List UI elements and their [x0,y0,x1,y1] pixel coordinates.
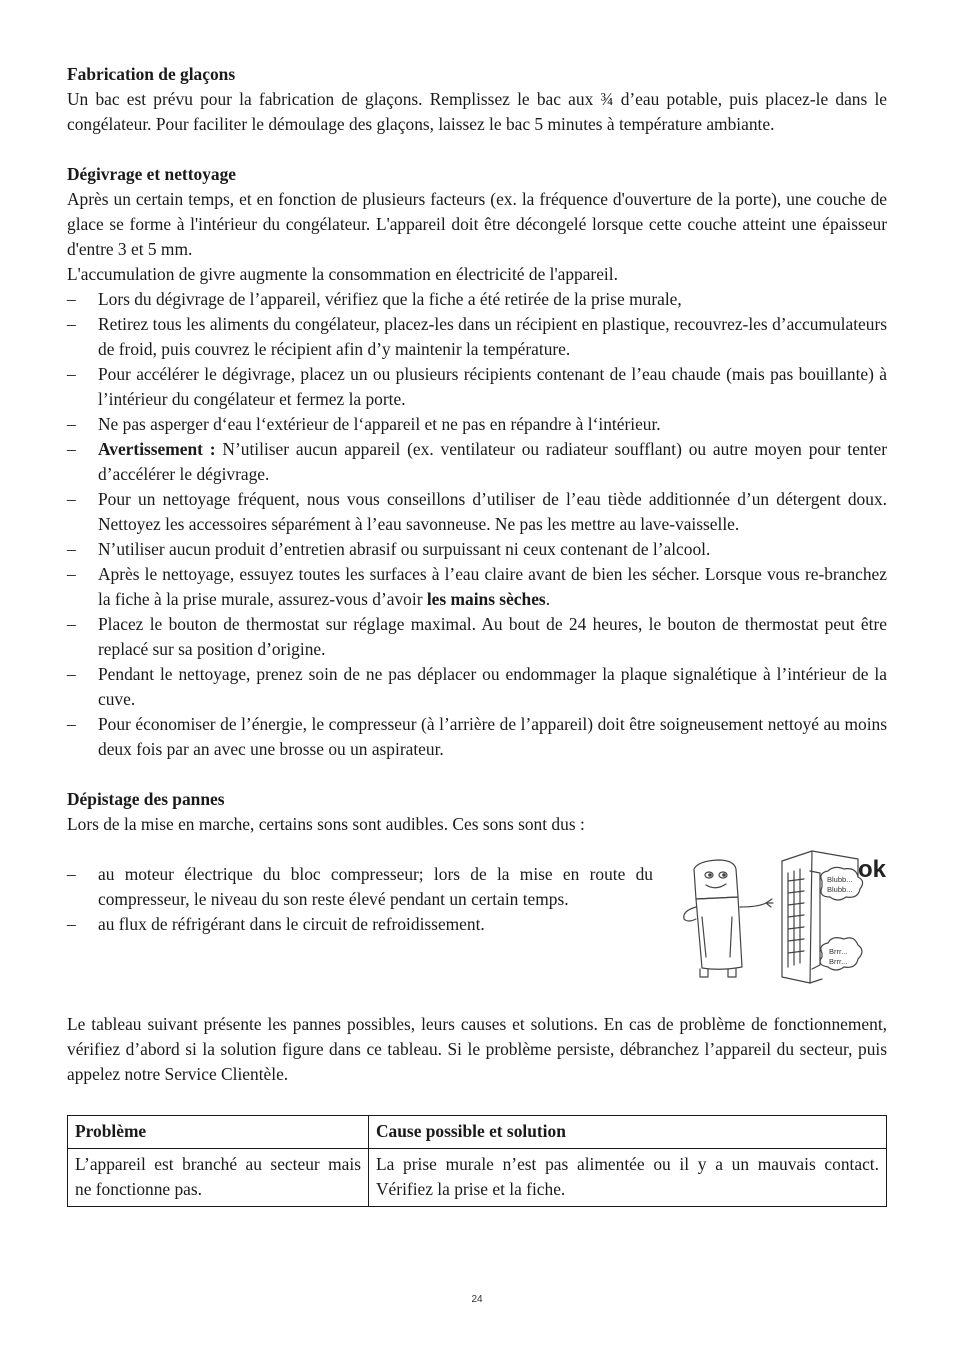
list-item: – N’utiliser aucun produit d’entretien abrasif ou surpuissant ni ceux contenant de l’alcool. [67,537,887,562]
list-item: – Pour accélérer le dégivrage, placez un ou plusieurs récipients contenant de l’eau chaude (mais pas bouillante) à l’intérieur du congélateur et fermez la porte. [67,362,887,412]
section-ice [67,62,887,137]
noise-list [67,862,653,937]
page-number: 24 [471,1294,483,1305]
list-item-warning [67,437,887,487]
section-title-defrost: Dégivrage et nettoyage [67,164,237,184]
section-defrost [67,162,887,762]
bubble-text: Blubb... [827,875,853,884]
ok-label: ok [858,856,887,883]
dry-text-bold: les mains sèches [426,589,546,609]
page-content [67,62,887,1207]
table-header-cell: Cause possible et solution [369,1116,887,1149]
section-troubleshoot [67,787,887,1087]
troubleshooting-table [67,1115,887,1207]
list-item: – Ne pas asperger d‘eau l‘extérieur de l‘appareil et ne pas en répandre à l‘intérieur. [67,412,887,437]
dry-text-before: Après le nettoyage, essuyez toutes les surfaces à l’eau claire avant de bien les sécher. Lorsque vous re-branchez la fiche à la prise murale, assurez-vous d’avoir [98,564,887,609]
fridge-cartoon-illustration [672,847,888,987]
table-cell: La prise murale n’est pas alimentée ou il y a un mauvais contact. Vérifiez la prise et la fiche. [369,1149,887,1207]
list-item: – Pour un nettoyage fréquent, nous vous conseillons d’utiliser de l’eau tiède additionnée d’un détergent doux. Nettoyez les accessoires séparément à l’eau savonneuse. Ne pas les mettre au lave-vaisselle. [67,487,887,537]
list-item: – Placez le bouton de thermostat sur réglage maximal. Au bout de 24 heures, le bouton de thermostat peut être replacé sur sa position d’origine. [67,612,887,662]
bubble-text: Brrr... [829,957,848,966]
list-item-dry-hands [67,562,887,612]
table-row [68,1149,887,1207]
ice-paragraph: Un bac est prévu pour la fabrication de glaçons. Remplissez le bac aux ¾ d’eau potable, puis placez-le dans le congélateur. Pour faciliter le démoulage des glaçons, laissez le bac 5 minutes à température ambiante. [67,89,887,134]
dry-text-after: . [545,589,551,609]
fridge-character-icon [684,860,773,977]
section-title-troubleshoot: Dépistage des pannes [67,789,225,809]
defrost-paragraph-1: Après un certain temps, et en fonction de plusieurs facteurs (ex. la fréquence d'ouverture de la porte), une couche de glace se forme à l'intérieur du congélateur. L'appareil doit être décongelé lorsque cette couche atteint une épaisseur d'entre 3 et 5 mm. [67,189,887,259]
warning-label: Avertissement : [98,439,216,459]
list-item: – Pendant le nettoyage, prenez soin de ne pas déplacer ou endommager la plaque signalétique à l’intérieur de la cuve. [67,662,887,712]
noise-block [67,856,887,1012]
troubleshoot-paragraph: Lors de la mise en marche, certains sons sont audibles. Ces sons sont dus : [67,814,585,834]
bubble-text: Brrr... [829,947,848,956]
section-title-ice: Fabrication de glaçons [67,64,236,84]
list-item: – au flux de réfrigérant dans le circuit de refroidissement. [67,912,653,937]
bubble-text: Blubb... [827,885,853,894]
table-header-cell: Problème [68,1116,369,1149]
defrost-list [67,287,887,762]
list-item: – au moteur électrique du bloc compresseur; lors de la mise en route du compresseur, le niveau du son reste élevé pendant un certain temps. [67,862,653,912]
defrost-paragraph-2: L'accumulation de givre augmente la consommation en électricité de l'appareil. [67,264,618,284]
list-item: – Lors du dégivrage de l’appareil, vérifiez que la fiche a été retirée de la prise murale, [67,287,887,312]
list-item: – Retirez tous les aliments du congélateur, placez-les dans un récipient en plastique, recouvrez-les d’accumulateurs de froid, puis couvrez le récipient afin d’y maintenir la température. [67,312,887,362]
list-item: – Pour économiser de l’énergie, le compresseur (à l’arrière de l’appareil) doit être soigneusement nettoyé au moins deux fois par an avec une brosse ou un aspirateur. [67,712,887,762]
table-cell: L’appareil est branché au secteur mais ne fonctionne pas. [68,1149,369,1207]
table-header-row [68,1116,887,1149]
table-intro-paragraph: Le tableau suivant présente les pannes possibles, leurs causes et solutions. En cas de problème de fonctionnement, vérifiez d’abord si la solution figure dans ce tableau. Si le problème persiste, débranchez l’appareil du secteur, puis appelez notre Service Clientèle. [67,1014,887,1084]
warning-text: N’utiliser aucun appareil (ex. ventilateur ou radiateur soufflant) ou autre moyen pour tenter d’accélérer le dégivrage. [98,439,887,484]
